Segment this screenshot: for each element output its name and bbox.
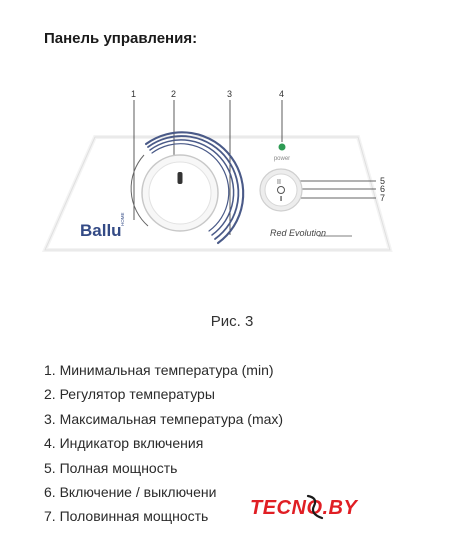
brand-home-mark: HOME xyxy=(120,212,125,226)
tecno-watermark-logo xyxy=(248,494,388,520)
brand-logo: Ballu xyxy=(80,221,122,240)
temperature-knob[interactable] xyxy=(142,155,218,231)
legend-item-5: 5. Полная мощность xyxy=(44,459,178,476)
power-label: power xyxy=(273,156,291,162)
legend-item-3: 3. Максимальная температура (max) xyxy=(44,410,284,427)
callout-1: 1 xyxy=(131,89,137,99)
figure-caption: Рис. 3 xyxy=(210,313,254,330)
legend-item-7: 7. Половинная мощность xyxy=(44,508,209,525)
callout-3: 3 xyxy=(227,89,233,99)
series-script: Red Evolution xyxy=(270,228,327,238)
legend-item-4: 4. Индикатор включения xyxy=(44,435,204,452)
legend-item-1: 1. Минимальная температура (min) xyxy=(44,362,274,378)
power-indicator-led xyxy=(279,144,286,151)
watermark-text: TECNO.BY xyxy=(250,497,358,519)
callout-5: 5 xyxy=(380,176,386,186)
legend-item-6: 6. Включение / выключени xyxy=(44,483,217,500)
full-power-symbol: II xyxy=(277,179,281,186)
power-switch[interactable] xyxy=(260,169,302,211)
half-power-symbol xyxy=(280,196,281,201)
knob-pointer xyxy=(178,172,183,184)
callout-6: 6 xyxy=(380,184,386,194)
callout-2: 2 xyxy=(171,89,177,99)
callout-4: 4 xyxy=(279,89,285,99)
control-panel-figure xyxy=(0,80,464,300)
section-heading: Панель управления: xyxy=(44,30,198,47)
callout-7: 7 xyxy=(380,193,386,203)
legend-item-2: 2. Регулятор температуры xyxy=(44,386,215,403)
